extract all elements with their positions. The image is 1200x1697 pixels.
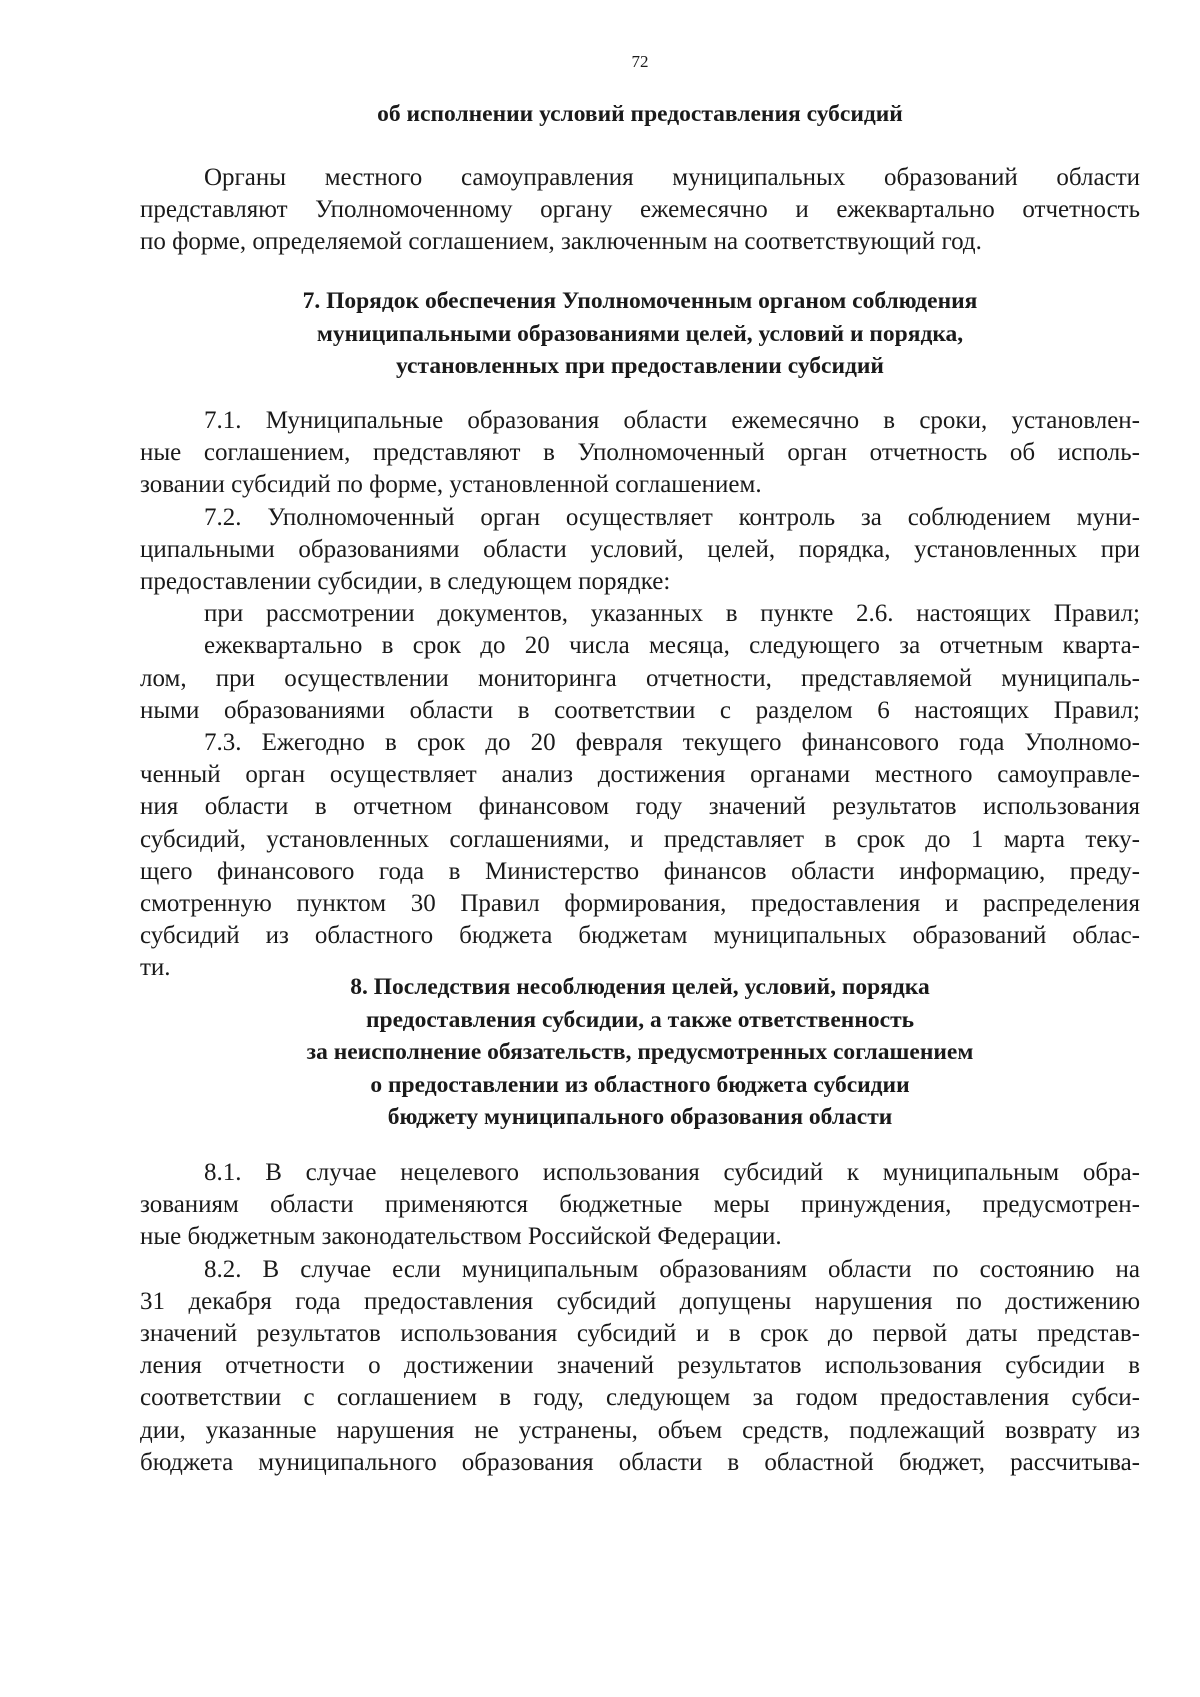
section6-tail-heading: об исполнении условий предоставления субсидий — [377, 101, 903, 127]
text-line: 7.1. Муниципальные образования области ежемесячно в сроки, установлен- — [204, 407, 1140, 434]
heading-line: 8. Последствия несоблюдения целей, условий, порядка — [350, 974, 930, 1000]
text-line: лом, при осуществлении мониторинга отчетности, представляемой муниципаль- — [140, 664, 1140, 692]
text-line: значений результатов использования субсидий и в срок до первой даты представ- — [140, 1320, 1140, 1348]
text-line: дии, указанные нарушения не устранены, объем средств, подлежащий возврату из — [140, 1416, 1140, 1444]
text-line: 7.3. Ежегодно в срок до 20 февраля текущего финансового года Уполномо- — [204, 729, 1140, 757]
text-line: ципальными образованиями области условий, целей, порядка, установленных при — [140, 535, 1140, 563]
heading-line: бюджету муниципального образования области — [387, 1104, 893, 1130]
text-line: 8.2. В случае если муниципальным образованиям области по состоянию на — [204, 1255, 1140, 1283]
text-line: ти. — [140, 954, 171, 982]
text-line: Органы местного самоуправления муниципальных образований области — [204, 164, 1140, 191]
section6-paragraph — [140, 162, 1140, 259]
text-line: зовании субсидий по форме, установленной соглашением. — [140, 471, 762, 499]
text-line: 31 декабря года предоставления субсидий допущены нарушения по достижению — [140, 1287, 1140, 1315]
text-line: ными образованиями области в соответствии с разделом 6 настоящих Правил; — [140, 696, 1140, 724]
text-line: ченный орган осуществляет анализ достижения органами местного самоуправле- — [140, 761, 1140, 789]
text-line: бюджета муниципального образования области в областной бюджет, рассчитыва- — [140, 1448, 1140, 1476]
heading-line: муниципальными образованиями целей, условий и порядка, — [316, 320, 964, 347]
section7-body — [140, 405, 1140, 985]
text-line: 7.2. Уполномоченный орган осуществляет контроль за соблюдением муни- — [204, 503, 1140, 531]
heading-line: о предоставлении из областного бюджета субсидии — [370, 1071, 910, 1098]
heading-line: 7. Порядок обеспечения Уполномоченным органом соблюдения — [302, 288, 978, 314]
text-line: субсидий, установленных соглашениями, и представляет в срок до 1 марта теку- — [140, 825, 1140, 853]
text-line: зованиям области применяются бюджетные меры принуждения, предусмотрен- — [140, 1191, 1140, 1219]
heading-line: установленных при предоставлении субсидий — [396, 353, 884, 379]
section6-tail-heading-block — [140, 98, 1140, 131]
text-line: по форме, определяемой соглашением, заключенным на соответствующий год. — [140, 228, 982, 256]
text-line: представляют Уполномоченному органу ежемесячно и ежеквартально отчетность — [140, 196, 1140, 224]
page-number: 72 — [631, 52, 649, 71]
heading-line: предоставления субсидии, а также ответственность — [365, 1006, 915, 1033]
text-line: предоставлении субсидии, в следующем порядке: — [140, 568, 671, 596]
text-line: 8.1. В случае нецелевого использования субсидий к муниципальным обра- — [204, 1159, 1140, 1186]
heading-line: за неисполнение обязательств, предусмотренных соглашением — [306, 1039, 974, 1065]
text-line: при рассмотрении документов, указанных в пункте 2.6. настоящих Правил; — [204, 600, 1140, 628]
section7-heading — [140, 285, 1140, 383]
text-line: щего финансового года в Министерство финансов области информацию, преду- — [140, 857, 1140, 885]
document-page — [140, 0, 1140, 1697]
text-line: ния области в отчетном финансовом году значений результатов использования — [140, 793, 1140, 821]
text-line: ные бюджетным законодательством Российской Федерации. — [140, 1223, 782, 1251]
text-line: ления отчетности о достижении значений результатов использования субсидии в — [140, 1352, 1140, 1380]
text-line: субсидий из областного бюджета бюджетам муниципальных образований облас- — [140, 922, 1140, 950]
text-line: соответствии с соглашением в году, следующем за годом предоставления субси- — [140, 1384, 1140, 1412]
section8-heading — [140, 971, 1140, 1134]
text-line: ежеквартально в срок до 20 числа месяца, следующего за отчетным кварта- — [204, 632, 1140, 660]
text-line: смотренную пунктом 30 Правил формирования, предоставления и распределения — [140, 890, 1140, 918]
section8-body — [140, 1157, 1140, 1479]
text-line: ные соглашением, представляют в Уполномоченный орган отчетность об исполь- — [140, 439, 1140, 467]
